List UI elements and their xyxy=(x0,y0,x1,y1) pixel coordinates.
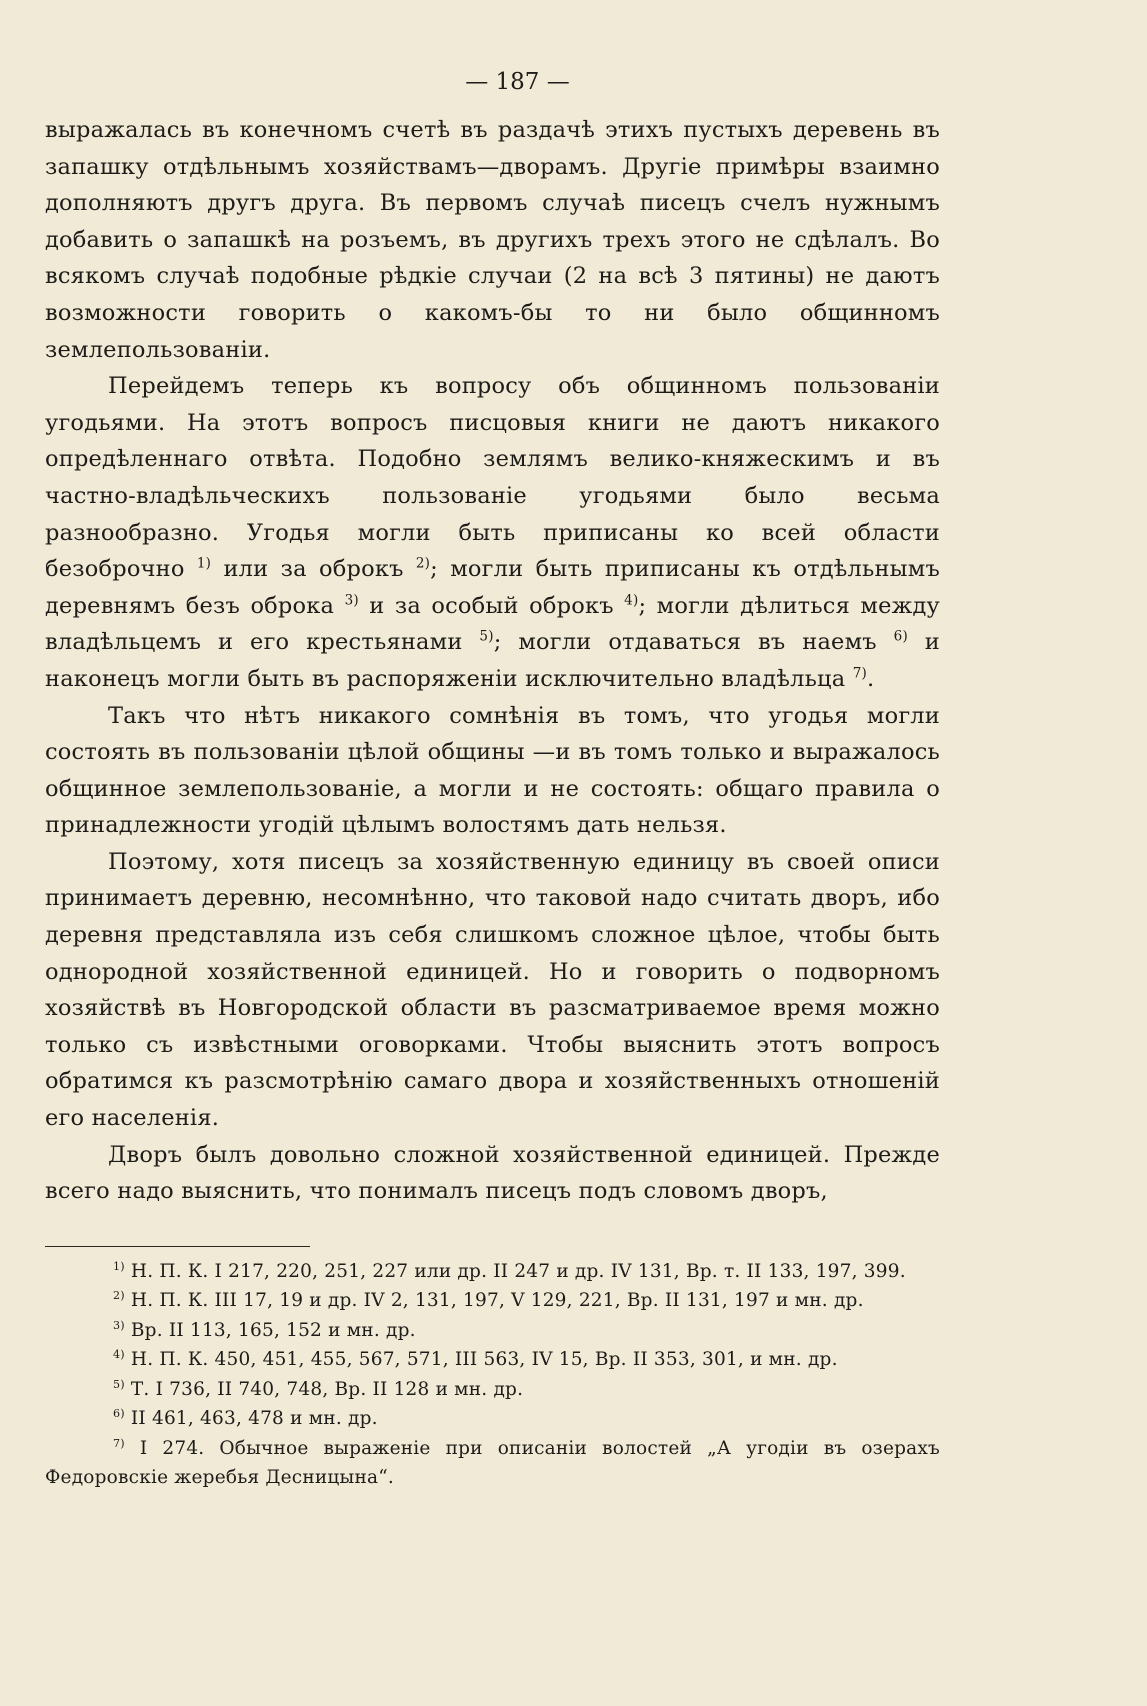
footnote-mark: 6) xyxy=(113,1407,125,1421)
paragraph-text: ; могли быть приписаны къ отдѣльнымъ деревнямъ безъ оброка xyxy=(45,556,941,619)
paragraph-text: ; могли дѣлиться между владѣльцемъ и его крестьянами xyxy=(45,592,940,656)
footnote-reference[interactable]: 4) xyxy=(624,592,639,609)
footnote xyxy=(45,1404,940,1434)
footnote-reference[interactable]: 2) xyxy=(415,555,431,572)
paragraph-text: и за особый оброкъ xyxy=(358,592,625,619)
paragraph-text: и наконецъ могли быть въ распоряженіи исключительно владѣльца xyxy=(45,629,940,692)
footnote-text: Н. П. К. I 217, 220, 251, 227 или др. II 247 и др. IV 131, Вр. т. II 133, 197, 399. xyxy=(124,1260,906,1282)
main-text xyxy=(45,112,940,1210)
footnote xyxy=(45,1316,940,1346)
footnote xyxy=(45,1345,940,1375)
footnote-mark: 7) xyxy=(113,1436,125,1450)
paragraph-text: ; могли отдаваться въ наемъ xyxy=(493,629,894,656)
footnote-mark: 3) xyxy=(113,1318,125,1332)
footnote-text: II 461, 463, 478 и мн. др. xyxy=(124,1408,378,1430)
paragraph-text: . xyxy=(866,665,875,692)
paragraph xyxy=(45,1137,940,1210)
footnote-reference[interactable]: 1) xyxy=(196,555,212,572)
paragraph xyxy=(45,698,940,844)
footnote-text: I 274. Обычное выраженіе при описаніи волостей „А угодіи въ озерахъ Федоровскіе жеребья Десницына“. xyxy=(45,1437,940,1489)
paragraph-text: Дворъ былъ довольно сложной хозяйственной единицей. Прежде всего надо выяснить, что понималъ писецъ подъ словомъ дворъ, xyxy=(45,1141,940,1205)
footnote-mark: 1) xyxy=(113,1259,125,1273)
footnote-text: Вр. II 113, 165, 152 и мн. др. xyxy=(124,1319,416,1341)
footnote-text: Н. П. К. 450, 451, 455, 567, 571, III 563, IV 15, Вр. II 353, 301, и мн. др. xyxy=(124,1349,838,1371)
footnote xyxy=(45,1286,940,1316)
paragraph-text: Такъ что нѣтъ никакого сомнѣнія въ томъ, что угодья могли состоять въ пользованіи цѣлой общины —и въ томъ только и выражалось общинное землепользованіе, а могли и не состоять: общаго правила о принадлежности угодій цѣлымъ волостямъ дать нельзя. xyxy=(45,702,940,839)
paragraph-text: выражалась въ конечномъ счетѣ въ раздачѣ этихъ пустыхъ деревень въ запашку отдѣльнымъ хозяйствамъ—дворамъ. Другіе примѣры взаимно дополняютъ другъ друга. Въ первомъ случаѣ писецъ счелъ нужнымъ добавить о запашкѣ на розъемъ, въ другихъ трехъ этого не сдѣлалъ. Во всякомъ случаѣ подобные рѣдкіе случаи (2 на всѣ 3 пятины) не даютъ возможности говорить о какомъ-бы то ни было общинномъ землепользованіи. xyxy=(45,117,940,363)
paragraph-text: Поэтому, хотя писецъ за хозяйственную единицу въ своей описи принимаетъ деревню, несомнѣнно, что таковой надо считать дворъ, ибо деревня представляла изъ себя слишкомъ сложное цѣлое, чтобы быть однородной хозяйственной единицей. Но и говорить о подворномъ хозяйствѣ въ Новгородской области въ разсматриваемое время можно только съ извѣстными оговорками. Чтобы выяснить этотъ вопросъ обратимся къ разсмотрѣнію самаго двора и хозяйственныхъ отношеній его населенія. xyxy=(45,848,940,1132)
paragraph xyxy=(45,368,940,697)
footnote-mark: 4) xyxy=(113,1348,125,1362)
footnote-reference[interactable]: 3) xyxy=(344,592,359,609)
paragraph xyxy=(45,112,940,368)
footnote-text: Н. П. К. III 17, 19 и др. IV 2, 131, 197, V 129, 221, Вр. II 131, 197 и мн. др. xyxy=(124,1290,864,1312)
footnote-mark: 2) xyxy=(113,1289,125,1303)
paragraph xyxy=(45,844,940,1137)
footnote-text: Т. I 736, II 740, 748, Вр. II 128 и мн. др. xyxy=(124,1378,524,1400)
footnote xyxy=(45,1434,940,1493)
footnotes xyxy=(45,1257,940,1493)
footnote-mark: 5) xyxy=(113,1377,125,1391)
paragraph-text: или за оброкъ xyxy=(211,556,416,583)
footnote-separator xyxy=(45,1246,310,1247)
page-number: — 187 — xyxy=(465,69,570,95)
footnote-reference[interactable]: 6) xyxy=(893,628,908,645)
paragraph-text: Перейдемъ теперь къ вопросу объ общинномъ пользованіи угодьями. На этотъ вопросъ писцовыя книги не даютъ никакого опредѣленнаго отвѣта. Подобно землямъ велико-княжескимъ и въ частно-владѣльческихъ пользованіе угодьями было весьма разнообразно. Угодья могли быть приписаны ко всей области безоброчно xyxy=(45,373,940,583)
footnote-reference[interactable]: 5) xyxy=(479,628,494,645)
footnote xyxy=(45,1375,940,1405)
footnote xyxy=(45,1257,940,1287)
footnote-reference[interactable]: 7) xyxy=(852,665,867,682)
